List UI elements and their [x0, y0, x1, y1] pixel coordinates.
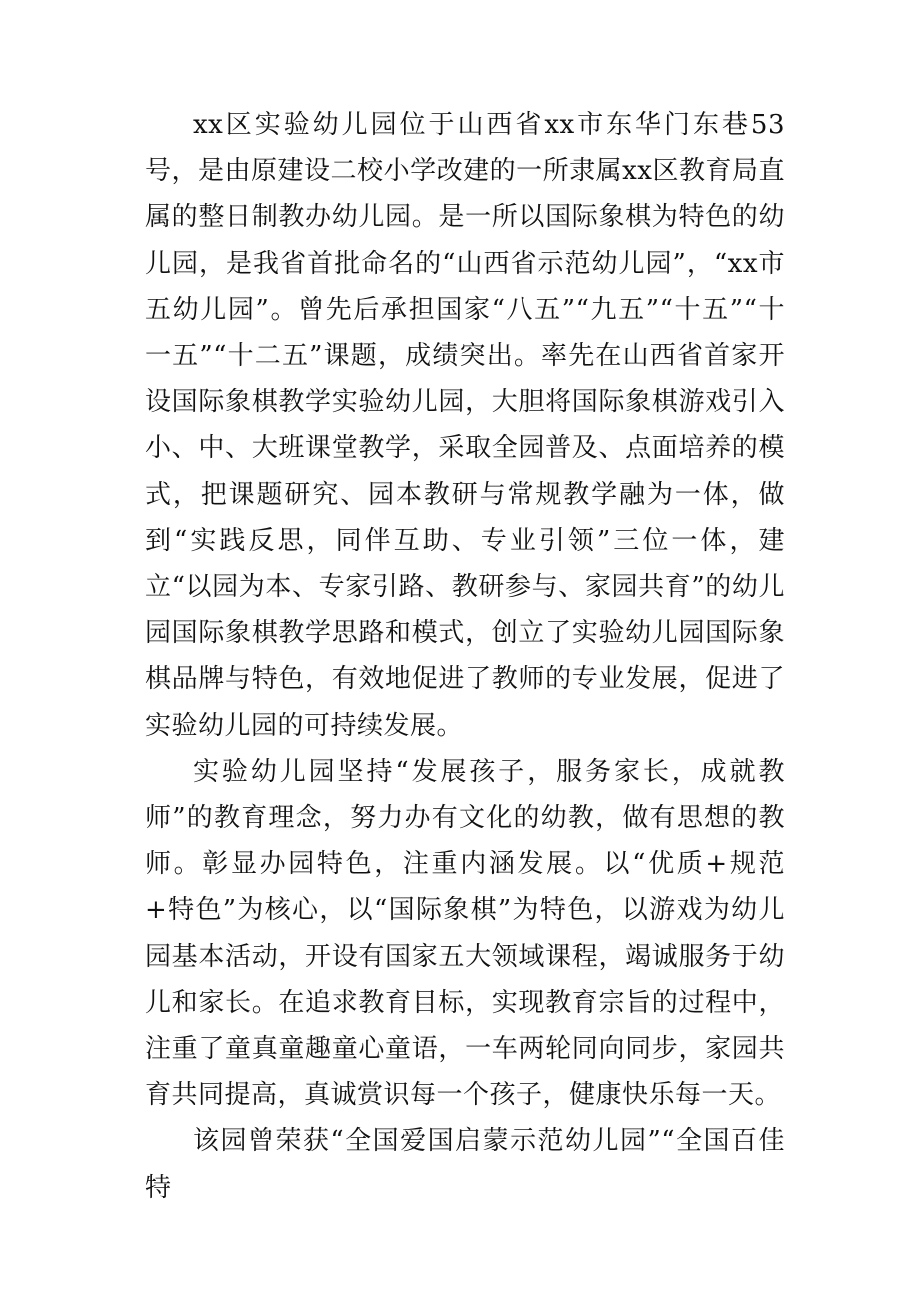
paragraph-2: 实验幼儿园坚持“发展孩子，服务家长，成就教师”的教育理念，努力办有文化的幼教，做有思想的教师。彰显办园特色，注重内涵发展。以“优质+规范+特色”为核心，以“国际象棋”为特色，以游戏为幼儿园基本活动，开设有国家五大领域课程，竭诚服务于幼儿和家长。在追求教育目标，实现教育宗旨的过程中，注重了童真童趣童心童语，一车两轮同向同步，家园共育共同提高，真诚赏识每一个孩子，健康快乐每一天。 [145, 756, 785, 1111]
paragraph-3: 该园曾荣获“全国爱国启蒙示范幼儿园”“全国百佳特 [145, 1126, 785, 1203]
document-body [145, 102, 785, 1211]
paragraph-1: xx区实验幼儿园位于山西省xx市东华门东巷53号，是由原建设二校小学改建的一所隶属xx区教育局直属的整日制教办幼儿园。是一所以国际象棋为特色的幼儿园，是我省首批命名的“山西省示范幼儿园”，“xx市五幼儿园”。曾先后承担国家“八五”“九五”“十五”“十一五”“十二五”课题，成绩突出。率先在山西省首家开设国际象棋教学实验幼儿园，大胆将国际象棋游戏引入小、中、大班课堂教学，采取全园普及、点面培养的模式，把课题研究、园本教研与常规教学融为一体，做到“实践反思，同伴互助、专业引领”三位一体，建立“以园为本、专家引路、教研参与、家园共育”的幼儿园国际象棋教学思路和模式，创立了实验幼儿园国际象棋品牌与特色，有效地促进了教师的专业发展，促进了实验幼儿园的可持续发展。 [145, 110, 785, 741]
